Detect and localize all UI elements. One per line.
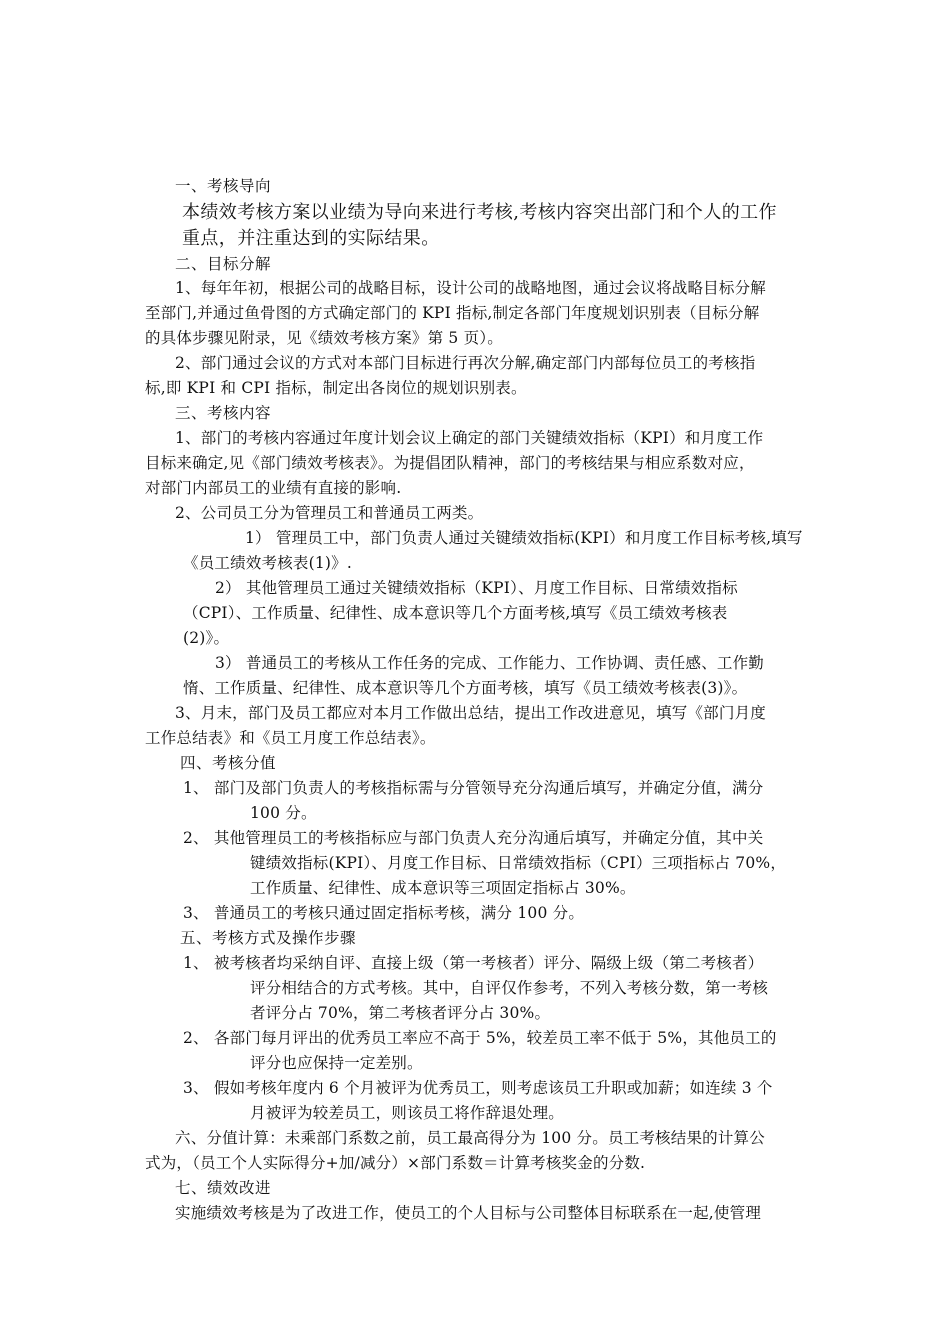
paragraph-line: 2、部门通过会议的方式对本部门目标进行再次分解,确定部门内部每位员工的考核指	[175, 354, 756, 372]
list-item-line: 键绩效指标(KPI）、月度工作目标、日常绩效指标（CPI）三项指标占 70%，	[250, 854, 787, 872]
paragraph-line: 本绩效考核方案以业绩为导向来进行考核,考核内容突出部门和个人的工作	[182, 202, 777, 223]
paragraph-line: 对部门内部员工的业绩有直接的影响.	[145, 479, 402, 497]
list-item-line: （CPI）、工作质量、纪律性、成本意识等几个方面考核,填写《员工绩效考核表	[183, 604, 728, 622]
paragraph-line: 式为，（员工个人实际得分+加/减分）×部门系数＝计算考核奖金的分数.	[145, 1154, 646, 1172]
paragraph-line: 实施绩效考核是为了改进工作，使员工的个人目标与公司整体目标联系在一起,使管理	[175, 1204, 762, 1222]
list-item-line: 3、 假如考核年度内 6 个月被评为优秀员工，则考虑该员工升职或加薪；如连续 3 个	[183, 1079, 773, 1097]
heading-5: 五、考核方式及操作步骤	[180, 929, 357, 947]
paragraph-line: 2、公司员工分为管理员工和普通员工两类。	[175, 504, 484, 522]
paragraph-line: 目标来确定,见《部门绩效考核表》。为提倡团队精神，部门的考核结果与相应系数对应，	[145, 454, 755, 472]
list-item-line: (2)》。	[183, 629, 230, 647]
list-item-line: 3） 普通员工的考核从工作任务的完成、工作能力、工作协调、责任感、工作勤	[215, 654, 764, 672]
list-item-line: 3、 普通员工的考核只通过固定指标考核，满分 100 分。	[183, 904, 585, 922]
paragraph-line: 的具体步骤见附录，见《绩效考核方案》第 5 页）。	[145, 329, 503, 347]
list-item-line: 评分相结合的方式考核。其中，自评仅作参考，不列入考核分数，第一考核	[250, 979, 769, 997]
paragraph-line: 重点，并注重达到的实际结果。	[182, 228, 440, 249]
list-item-line: 月被评为较差员工，则该员工将作辞退处理。	[250, 1104, 565, 1122]
list-item-line: 100 分。	[250, 804, 317, 822]
list-item-line: 者评分占 70%，第二考核者评分占 30%。	[250, 1004, 551, 1022]
heading-2: 二、目标分解	[175, 255, 272, 273]
list-item-line: 评分也应保持一定差别。	[250, 1054, 423, 1072]
paragraph-line: 六、分值计算：未乘部门系数之前，员工最高得分为 100 分。员工考核结果的计算公	[175, 1129, 765, 1147]
list-item-line: 2、 其他管理员工的考核指标应与部门负责人充分沟通后填写，并确定分值，其中关	[183, 829, 764, 847]
heading-3: 三、考核内容	[175, 404, 272, 422]
list-item-line: 1） 管理员工中，部门负责人通过关键绩效指标(KPI）和月度工作目标考核,填写	[245, 529, 803, 547]
heading-1: 一、考核导向	[175, 177, 272, 195]
list-item-line: 1、 部门及部门负责人的考核指标需与分管领导充分沟通后填写，并确定分值，满分	[183, 779, 764, 797]
list-item-line: 工作质量、纪律性、成本意识等三项固定指标占 30%。	[250, 879, 636, 897]
paragraph-line: 至部门,并通过鱼骨图的方式确定部门的 KPI 指标,制定各部门年度规划识别表（目标分解	[145, 304, 760, 322]
paragraph-line: 标,即 KPI 和 CPI 指标，制定出各岗位的规划识别表。	[145, 379, 527, 397]
paragraph-line: 1、部门的考核内容通过年度计划会议上确定的部门关键绩效指标（KPI）和月度工作	[175, 429, 764, 447]
list-item-line: 2、 各部门每月评出的优秀员工率应不高于 5%，较差员工率不低于 5%，其他员工的	[183, 1029, 777, 1047]
list-item-line: 《员工绩效考核表(1)》.	[183, 554, 352, 572]
paragraph-line: 1、每年年初，根据公司的战略目标，设计公司的战略地图，通过会议将战略目标分解	[175, 279, 766, 297]
paragraph-line: 3、月末，部门及员工都应对本月工作做出总结，提出工作改进意见，填写《部门月度	[175, 704, 766, 722]
list-item-line: 惰、工作质量、纪律性、成本意识等几个方面考核，填写《员工绩效考核表(3)》。	[183, 679, 748, 697]
list-item-line: 2） 其他管理员工通过关键绩效指标（KPI）、月度工作目标、日常绩效指标	[215, 579, 738, 597]
heading-4: 四、考核分值	[180, 754, 277, 772]
heading-7: 七、绩效改进	[175, 1179, 272, 1197]
paragraph-line: 工作总结表》和《员工月度工作总结表》。	[145, 729, 436, 747]
list-item-line: 1、 被考核者均采纳自评、直接上级（第一考核者）评分、隔级上级（第二考核者）	[183, 954, 764, 972]
